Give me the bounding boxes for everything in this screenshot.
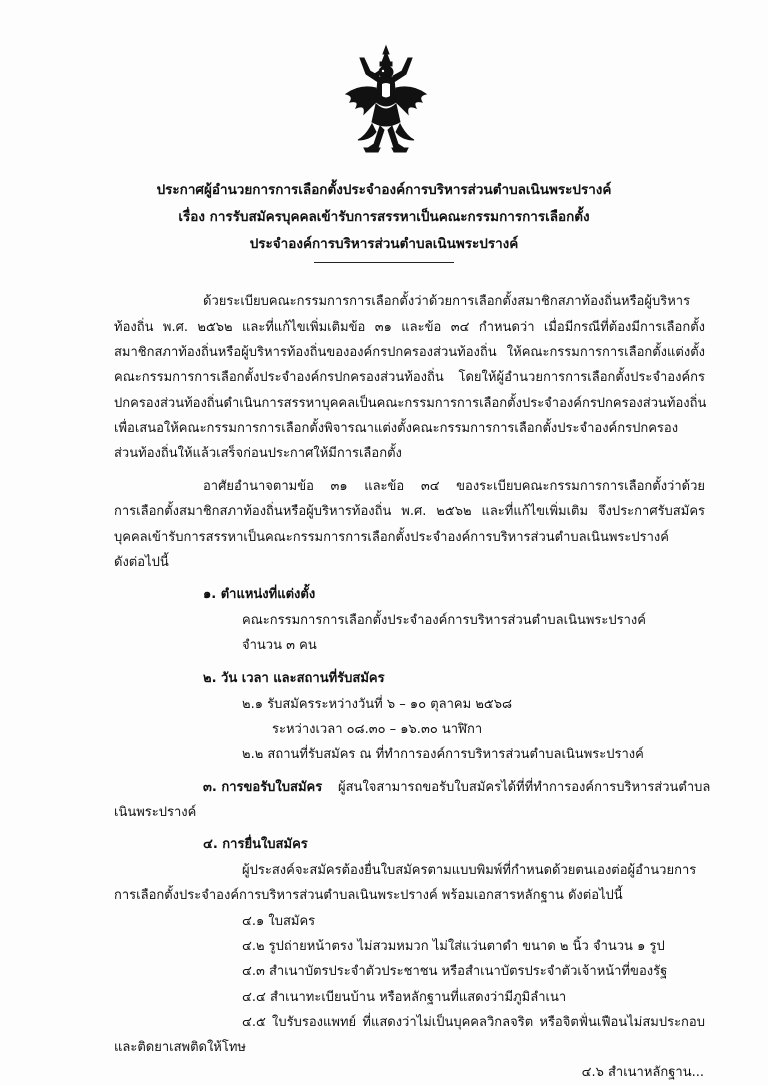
section-4-heading: ๔. การยื่นใบสมัคร [203, 837, 308, 852]
intro-paragraph-2-line: อาศัยอำนาจตามข้อ ๓๑ และข้อ ๓๔ ของระเบียบคณะกรรมการการเลือกตั้งว่าด้วย [203, 479, 705, 494]
section-4-document-item: ๔.๒ รูปถ่ายหน้าตรง ไม่สวมหมวก ไม่ใส่แว่นตาดำ ขนาด ๒ นิ้ว จำนวน ๑ รูป [242, 939, 665, 954]
section-3-heading: ๓. การขอรับใบสมัคร [203, 780, 323, 795]
section-2-item-dates: ๒.๑ รับสมัครระหว่างวันที่ ๖ – ๑๐ ตุลาคม ๒๕๖๘ [242, 697, 513, 712]
section-1-position: คณะกรรมการการเลือกตั้งประจำองค์การบริหารส่วนตำบลเนินพระปรางค์ [242, 613, 646, 628]
announcement-subject: เรื่อง การรับสมัครบุคคลเข้ารับการสรรหาเป็นคณะกรรมการการเลือกตั้ง [178, 209, 590, 225]
page-continuation: ๔.๖ สำเนาหลักฐาน... [581, 1065, 704, 1080]
section-2-item-time: ระหว่างเวลา ๐๘.๓๐ – ๑๖.๓๐ นาฬิกา [272, 722, 483, 737]
intro-paragraph-1-line: เพื่อเสนอให้คณะกรรมการการเลือกตั้งพิจารณาแต่งตั้งคณะกรรมการการเลือกตั้งประจำองค์กรปกครอง [114, 421, 679, 436]
section-4-document-item: ๔.๔ สำเนาทะเบียนบ้าน หรือหลักฐานที่แสดงว่ามีภูมิลำเนา [242, 990, 567, 1005]
intro-paragraph-1-line: ส่วนท้องถิ่นให้แล้วเสร็จก่อนประกาศให้มีการเลือกตั้ง [114, 446, 402, 461]
intro-paragraph-1-line: ท้องถิ่น พ.ศ. ๒๕๖๒ และที่แก้ไขเพิ่มเติมข้อ ๓๑ และข้อ ๓๔ กำหนดว่า เมื่อมีกรณีที่ต้องมีการเลือกตั้ง [114, 320, 705, 335]
announcement-title: ประกาศผู้อำนวยการการเลือกตั้งประจำองค์การบริหารส่วนตำบลเนินพระปรางค์ [156, 182, 612, 198]
section-4-document-item-continued: และติดยาเสพติดให้โทษ [114, 1040, 246, 1055]
section-3-text: ผู้สนใจสามารถขอรับใบสมัครได้ที่ที่ทำการองค์การบริหารส่วนตำบล [338, 780, 711, 795]
section-4-document-item: ๔.๕ ใบรับรองแพทย์ ที่แสดงว่าไม่เป็นบุคคลวิกลจริต หรือจิตฟั่นเฟือนไม่สมประกอบ [242, 1015, 705, 1030]
intro-paragraph-1-line: ด้วยระเบียบคณะกรรมการการเลือกตั้งว่าด้วยการเลือกตั้งสมาชิกสภาท้องถิ่นหรือผู้บริหาร [203, 294, 691, 309]
intro-paragraph-1-line: ปกครองส่วนท้องถิ่นดำเนินการสรรหาบุคคลเป็นคณะกรรมการการเลือกตั้งประจำองค์กรปกครองส่วนท้องถิ่น [114, 396, 707, 411]
section-2-item-place: ๒.๒ สถานที่รับสมัคร ณ ที่ทำการองค์การบริหารส่วนตำบลเนินพระปรางค์ [242, 747, 644, 762]
section-3-text-continued: เนินพระปรางค์ [114, 805, 197, 820]
intro-paragraph-1-line: คณะกรรมการการเลือกตั้งประจำองค์กรปกครองส่วนท้องถิ่น โดยให้ผู้อำนวยการการเลือกตั้งประจำองค์กร [114, 370, 705, 385]
section-4-document-item: ๔.๓ สำเนาบัตรประจำตัวประชาชน หรือสำเนาบัตรประจำตัวเจ้าหน้าที่ของรัฐ [242, 964, 668, 979]
section-1-heading: ๑. ตำแหน่งที่แต่งตั้ง [203, 587, 316, 602]
intro-paragraph-1-line: สมาชิกสภาท้องถิ่นหรือผู้บริหารท้องถิ่นขององค์กรปกครองส่วนท้องถิ่น ให้คณะกรรมการการเลือกตั้งแต่งตั้ง [114, 345, 705, 360]
intro-paragraph-2-line: บุคคลเข้ารับการสรรหาเป็นคณะกรรมการการเลือกตั้งประจำองค์การบริหารส่วนตำบลเนินพระปรางค์ [114, 530, 669, 545]
intro-paragraph-2-line: ดังต่อไปนี้ [114, 555, 169, 570]
garuda-emblem-icon [342, 44, 430, 162]
title-divider [314, 262, 454, 263]
section-2-heading: ๒. วัน เวลา และสถานที่รับสมัคร [203, 671, 385, 686]
section-1-count: จำนวน ๓ คน [242, 638, 317, 653]
intro-paragraph-2-line: การเลือกตั้งสมาชิกสภาท้องถิ่นหรือผู้บริหารท้องถิ่น พ.ศ. ๒๕๖๒ และที่แก้ไขเพิ่มเติม จึงประกาศรับสมัคร [114, 504, 705, 519]
section-4-paragraph: ผู้ประสงค์จะสมัครต้องยื่นใบสมัครตามแบบพิมพ์ที่กำหนดด้วยตนเองต่อผู้อำนวยการ [242, 863, 697, 878]
announcement-subject-continued: ประจำองค์การบริหารส่วนตำบลเนินพระปรางค์ [249, 236, 519, 252]
section-4-document-item: ๔.๑ ใบสมัคร [242, 914, 316, 929]
section-4-paragraph-continued: การเลือกตั้งประจำองค์การบริหารส่วนตำบลเนินพระปรางค์ พร้อมเอกสารหลักฐาน ดังต่อไปนี้ [114, 888, 623, 903]
